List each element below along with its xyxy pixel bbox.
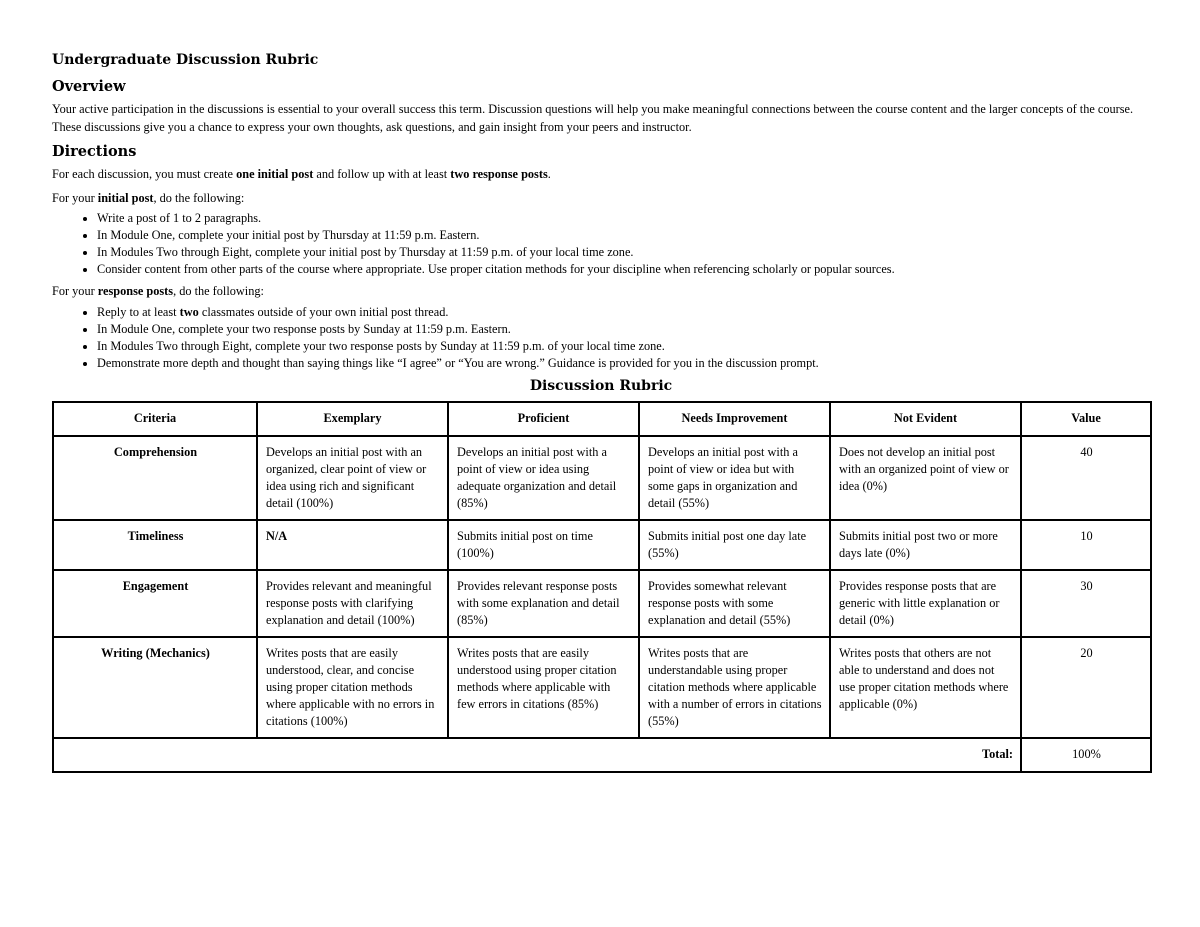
lead-text: For your <box>52 190 98 205</box>
column-header: Criteria <box>53 402 257 436</box>
needs-improvement-cell: Develops an initial post with a point of view or idea but with some gaps in organization and detail (55%) <box>639 436 830 520</box>
value-cell: 30 <box>1021 570 1151 637</box>
table-row <box>53 436 1151 520</box>
directions-intro <box>52 166 1150 184</box>
rubric-table <box>52 401 1152 773</box>
proficient-cell: Submits initial post on time (100%) <box>448 520 639 570</box>
proficient-cell: Provides relevant response posts with some explanation and detail (85%) <box>448 570 639 637</box>
list-item: • Write a post of 1 to 2 paragraphs. <box>97 210 1150 227</box>
list-item: • In Modules Two through Eight, complete your initial post by Thursday at 11:59 p.m. of your local time zone. <box>97 244 1150 261</box>
proficient-cell: Writes posts that are easily understood using proper citation methods where applicable with few errors in citations (85%) <box>448 637 639 738</box>
not-evident-cell: Provides response posts that are generic with little explanation or detail (0%) <box>830 570 1021 637</box>
column-header: Proficient <box>448 402 639 436</box>
table-header-row <box>53 402 1151 436</box>
directions-heading: Directions <box>52 143 137 160</box>
table-row <box>53 637 1151 738</box>
criteria-cell: Writing (Mechanics) <box>53 637 257 738</box>
list-item <box>97 304 1150 321</box>
lead-emphasis: response posts <box>97 284 174 298</box>
column-header: Not Evident <box>830 402 1021 436</box>
document-page <box>52 50 1150 773</box>
rubric-title: Discussion Rubric <box>529 377 673 394</box>
exemplary-cell: N/A <box>257 520 448 570</box>
not-evident-cell: Does not develop an initial post with an organized point of view or idea (0%) <box>830 436 1021 520</box>
criteria-cell: Timeliness <box>53 520 257 570</box>
list-item: • In Modules Two through Eight, complete your two response posts by Sunday at 11:59 p.m. of your local time zone. <box>97 338 1150 355</box>
exemplary-cell: Writes posts that are easily understood, clear, and concise using proper citation methods where applicable with no errors in citations (100%) <box>257 637 448 738</box>
proficient-cell: Develops an initial post with a point of view or idea using adequate organization and detail (85%) <box>448 436 639 520</box>
response-post-list <box>52 304 1150 372</box>
total-value: 100% <box>1021 738 1151 772</box>
item-text: classmates outside of your own initial post thread. <box>198 304 449 319</box>
column-header: Value <box>1021 402 1151 436</box>
list-item: • In Module One, complete your two response posts by Sunday at 11:59 p.m. Eastern. <box>97 321 1150 338</box>
lead-emphasis: initial post <box>97 190 154 205</box>
criteria-cell: Comprehension <box>53 436 257 520</box>
criteria-cell: Engagement <box>53 570 257 637</box>
overview-text: Your active participation in the discussions is essential to your overall success this term. Discussion questions will help you make meaningful connections between the course content and the larger concepts of the course. These discussions give you a chance to express your own thoughts, ask questions, and gain insight from your peers and instructor. <box>52 102 1134 134</box>
initial-post-lead <box>52 190 1150 208</box>
intro-text: . <box>547 167 551 181</box>
list-item: • Demonstrate more depth and thought than saying things like “I agree” or “You are wrong.” Guidance is provided for you in the discussion prompt. <box>97 355 1150 372</box>
column-header: Exemplary <box>257 402 448 436</box>
exemplary-cell: Develops an initial post with an organized, clear point of view or idea using rich and significant detail (100%) <box>257 436 448 520</box>
item-text: Reply to at least <box>97 304 180 319</box>
value-cell: 40 <box>1021 436 1151 520</box>
intro-emphasis-response: two response posts <box>450 167 548 181</box>
table-row <box>53 520 1151 570</box>
intro-text: For each discussion, you must create <box>52 167 237 181</box>
exemplary-cell: Provides relevant and meaningful response posts with clarifying explanation and detail (100%) <box>257 570 448 637</box>
value-cell: 10 <box>1021 520 1151 570</box>
response-post-lead <box>52 283 1150 301</box>
needs-improvement-cell: Provides somewhat relevant response posts with some explanation and detail (55%) <box>639 570 830 637</box>
value-cell: 20 <box>1021 637 1151 738</box>
intro-emphasis-initial: one initial post <box>236 167 314 181</box>
needs-improvement-cell: Writes posts that are understandable using proper citation methods where applicable with a number of errors in citations (55%) <box>639 637 830 738</box>
intro-text: and follow up with at least <box>313 167 451 181</box>
initial-post-list <box>52 210 1150 278</box>
not-evident-cell: Writes posts that others are not able to understand and does not use proper citation methods where applicable (0%) <box>830 637 1021 738</box>
lead-text: , do the following: <box>153 190 245 205</box>
needs-improvement-cell: Submits initial post one day late (55%) <box>639 520 830 570</box>
item-emphasis: two <box>179 304 199 319</box>
not-evident-cell: Submits initial post two or more days late (0%) <box>830 520 1021 570</box>
table-row <box>53 570 1151 637</box>
total-row <box>53 738 1151 772</box>
total-label: Total: <box>53 738 1021 772</box>
lead-text: , do the following: <box>173 284 264 298</box>
list-item: • Consider content from other parts of the course where appropriate. Use proper citation methods for your discipline when referencing scholarly or popular sources. <box>97 261 1150 278</box>
document-title: Undergraduate Discussion Rubric <box>52 52 319 68</box>
column-header: Needs Improvement <box>639 402 830 436</box>
overview-heading: Overview <box>52 78 126 95</box>
lead-text: For your <box>52 284 98 298</box>
list-item: • In Module One, complete your initial post by Thursday at 11:59 p.m. Eastern. <box>97 227 1150 244</box>
